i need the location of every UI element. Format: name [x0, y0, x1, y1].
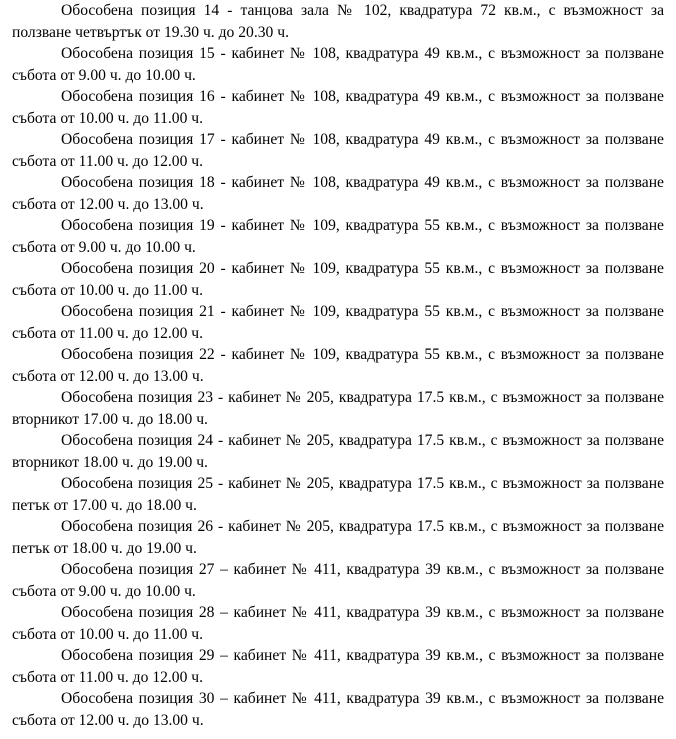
lot-paragraph	[12, 473, 664, 516]
lot-paragraph-line-2: ползване събота от 12.00 ч. до 13.00 ч.	[12, 346, 664, 385]
lot-paragraph-line-2: ползване петък от 18.00 ч. до 19.00 ч.	[12, 518, 664, 557]
lot-paragraph-line-2: ползване събота от 10.00 ч. до 11.00 ч.	[12, 88, 664, 127]
lot-paragraph	[12, 559, 664, 602]
lot-paragraph-line-1: Обособена позиция 15 - кабинет № 108, квадратура 49 кв.м., с възможност за	[61, 45, 599, 62]
lot-paragraph-line-1: Обособена позиция 27 – кабинет № 411, квадратура 39 кв.м., с възможност за	[61, 561, 600, 578]
lot-paragraph	[12, 86, 664, 129]
lot-paragraph-line-2: ползване събота от 10.00 ч. до 11.00 ч.	[12, 604, 664, 643]
lot-paragraph	[12, 129, 664, 172]
lot-paragraph	[12, 215, 664, 258]
lot-paragraph-line-1: Обособена позиция 28 – кабинет № 411, квадратура 39 кв.м., с възможност за	[61, 604, 600, 621]
lot-paragraph	[12, 258, 664, 301]
lot-paragraph	[12, 430, 664, 473]
lot-paragraph-line-1: Обособена позиция 29 – кабинет № 411, квадратура 39 кв.м., с възможност за	[61, 647, 600, 664]
lot-paragraph-line-2: ползване вторникот 18.00 ч. до 19.00 ч.	[12, 432, 664, 471]
lot-paragraph-line-1: Обособена позиция 24 - кабинет № 205, квадратура 17.5 кв.м., с възможност за	[61, 432, 600, 449]
lot-paragraph	[12, 602, 664, 645]
lot-paragraph-line-1: Обособена позиция 30 – кабинет № 411, квадратура 39 кв.м., с възможност за	[61, 690, 600, 707]
lot-paragraph	[12, 645, 664, 688]
lot-paragraph-line-2: ползване събота от 9.00 ч. до 10.00 ч.	[12, 561, 664, 600]
lot-paragraph-line-1: Обособена позиция 18 - кабинет № 108, квадратура 49 кв.м., с възможност за	[61, 174, 599, 191]
lot-paragraph	[12, 344, 664, 387]
lot-paragraph-line-2: ползване събота от 11.00 ч. до 12.00 ч.	[12, 647, 664, 686]
document-body	[12, 0, 664, 731]
lot-paragraph	[12, 516, 664, 559]
lot-paragraph	[12, 172, 664, 215]
lot-paragraph-line-1: Обособена позиция 16 - кабинет № 108, квадратура 49 кв.м., с възможност за	[61, 88, 599, 105]
lot-paragraph-line-2: ползване събота от 11.00 ч. до 12.00 ч.	[12, 303, 664, 342]
lot-paragraph-line-1: Обособена позиция 17 - кабинет № 108, квадратура 49 кв.м., с възможност за	[61, 131, 599, 148]
lot-paragraph-line-2: ползване събота от 12.00 ч. до 13.00 ч.	[12, 174, 664, 213]
lot-paragraph-line-1: Обособена позиция 26 - кабинет № 205, квадратура 17.5 кв.м., с възможност за	[61, 518, 600, 535]
lot-paragraph-line-1: Обособена позиция 23 - кабинет № 205, квадратура 17.5 кв.м., с възможност за	[61, 389, 600, 406]
lot-paragraph	[12, 688, 664, 731]
lot-paragraph-line-1: Обособена позиция 21 - кабинет № 109, квадратура 55 кв.м., с възможност за	[61, 303, 599, 320]
lot-paragraph-line-1: Обособена позиция 22 - кабинет № 109, квадратура 55 кв.м., с възможност за	[61, 346, 599, 363]
lot-paragraph-line-2: ползване събота от 11.00 ч. до 12.00 ч.	[12, 131, 664, 170]
lot-paragraph	[12, 0, 664, 43]
lot-paragraph	[12, 301, 664, 344]
lot-paragraph-line-1: Обособена позиция 14 - танцова зала № 102, квадратура 72 кв.м., с възможност	[61, 2, 643, 19]
lot-paragraph	[12, 387, 664, 430]
lot-paragraph-line-1: Обособена позиция 20 - кабинет № 109, квадратура 55 кв.м., с възможност за	[61, 260, 599, 277]
lot-paragraph-line-2: ползване събота от 12.00 ч. до 13.00 ч.	[12, 690, 664, 729]
lot-paragraph-line-2: ползване събота от 10.00 ч. до 11.00 ч.	[12, 260, 664, 299]
lot-paragraph	[12, 43, 664, 86]
lot-paragraph-line-2: ползване събота от 9.00 ч. до 10.00 ч.	[12, 217, 664, 256]
lot-paragraph-line-2: за ползване четвъртък от 19.30 ч. до 20.30 ч.	[12, 2, 664, 41]
lot-paragraph-line-1: Обособена позиция 19 - кабинет № 109, квадратура 55 кв.м., с възможност за	[61, 217, 599, 234]
lot-paragraph-line-2: ползване петък от 17.00 ч. до 18.00 ч.	[12, 475, 664, 514]
lot-paragraph-line-2: ползване вторникот 17.00 ч. до 18.00 ч.	[12, 389, 664, 428]
lot-paragraph-line-2: ползване събота от 9.00 ч. до 10.00 ч.	[12, 45, 664, 84]
lot-paragraph-line-1: Обособена позиция 25 - кабинет № 205, квадратура 17.5 кв.м., с възможност за	[61, 475, 600, 492]
